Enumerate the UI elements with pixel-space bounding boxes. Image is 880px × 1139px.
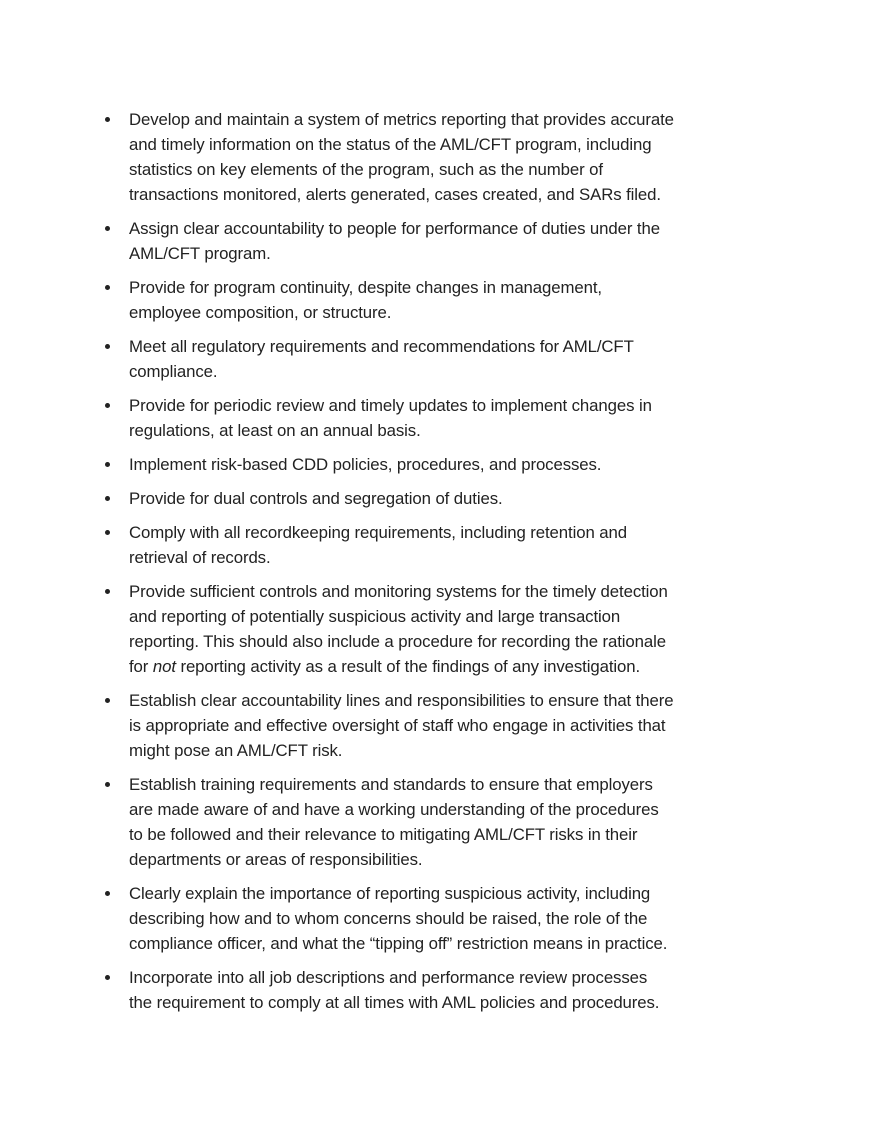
list-item-line: and reporting of potentially suspicious activity and large transaction (129, 607, 621, 626)
list-item-line: retrieval of records. (129, 548, 271, 567)
list-item-line: is appropriate and effective oversight of staff who engage in activities that (129, 716, 666, 735)
list-item-line: Establish clear accountability lines and responsibilities to ensure that there (129, 691, 674, 710)
list-item-line: Provide for periodic review and timely updates to implement changes in (129, 396, 652, 415)
list-item (100, 452, 674, 477)
list-item-line: AML/CFT program. (129, 244, 271, 263)
list-item-line: transactions monitored, alerts generated, cases created, and SARs filed. (129, 185, 661, 204)
list-item-line: Provide for dual controls and segregation of duties. (129, 489, 503, 508)
list-item-line: the requirement to comply at all times with AML policies and procedures. (129, 993, 660, 1012)
list-item-line: reporting. This should also include a procedure for recording the rationale (129, 632, 666, 651)
list-item (100, 275, 674, 325)
list-item (100, 881, 674, 956)
list-item-line: Provide sufficient controls and monitoring systems for the timely detection (129, 582, 668, 601)
bullet-icon (105, 589, 110, 594)
list-item-line: Provide for program continuity, despite changes in management, (129, 278, 602, 297)
list-item-line: departments or areas of responsibilities. (129, 850, 423, 869)
bullet-icon (105, 891, 110, 896)
list-item (100, 579, 674, 679)
list-item-line: Comply with all recordkeeping requirements, including retention and (129, 523, 627, 542)
bullet-icon (105, 698, 110, 703)
list-item-line: Implement risk-based CDD policies, procedures, and processes. (129, 455, 602, 474)
list-item-line: Meet all regulatory requirements and recommendations for AML/CFT (129, 337, 634, 356)
bullet-icon (105, 975, 110, 980)
bullet-icon (105, 496, 110, 501)
list-item (100, 965, 674, 1015)
list-item-line (129, 654, 674, 679)
emphasis-text: not (152, 657, 176, 676)
list-item (100, 688, 674, 763)
bullet-icon (105, 530, 110, 535)
list-item-line: Incorporate into all job descriptions and performance review processes (129, 968, 648, 987)
text-segment: reporting activity as a result of the findings of any investigation. (175, 657, 641, 676)
list-item-line: are made aware of and have a working understanding of the procedures (129, 800, 659, 819)
list-item-line: regulations, at least on an annual basis. (129, 421, 421, 440)
list-item (100, 486, 674, 511)
list-item-line: and timely information on the status of the AML/CFT program, including (129, 135, 652, 154)
list-item-line: Assign clear accountability to people for performance of duties under the (129, 219, 660, 238)
list-item (100, 334, 674, 384)
list-item-line: Develop and maintain a system of metrics reporting that provides accurate (129, 110, 674, 129)
list-item-line: compliance officer, and what the “tipping off” restriction means in practice. (129, 934, 668, 953)
list-item (100, 520, 674, 570)
list-item (100, 216, 674, 266)
list-item-line: employee composition, or structure. (129, 303, 392, 322)
bullet-icon (105, 117, 110, 122)
bullet-list (100, 107, 674, 1024)
list-item-line: describing how and to whom concerns should be raised, the role of the (129, 909, 648, 928)
list-item (100, 772, 674, 872)
bullet-icon (105, 285, 110, 290)
bullet-icon (105, 462, 110, 467)
list-item (100, 107, 674, 207)
bullet-icon (105, 226, 110, 231)
list-item-line: might pose an AML/CFT risk. (129, 741, 343, 760)
bullet-icon (105, 782, 110, 787)
list-item-line: to be followed and their relevance to mitigating AML/CFT risks in their (129, 825, 638, 844)
list-item-line: Clearly explain the importance of reporting suspicious activity, including (129, 884, 651, 903)
list-item-line: statistics on key elements of the program, such as the number of (129, 160, 603, 179)
list-item (100, 393, 674, 443)
bullet-icon (105, 403, 110, 408)
bullet-icon (105, 344, 110, 349)
list-item-line: compliance. (129, 362, 218, 381)
list-item-line: Establish training requirements and standards to ensure that employers (129, 775, 653, 794)
text-segment: for (129, 657, 153, 676)
